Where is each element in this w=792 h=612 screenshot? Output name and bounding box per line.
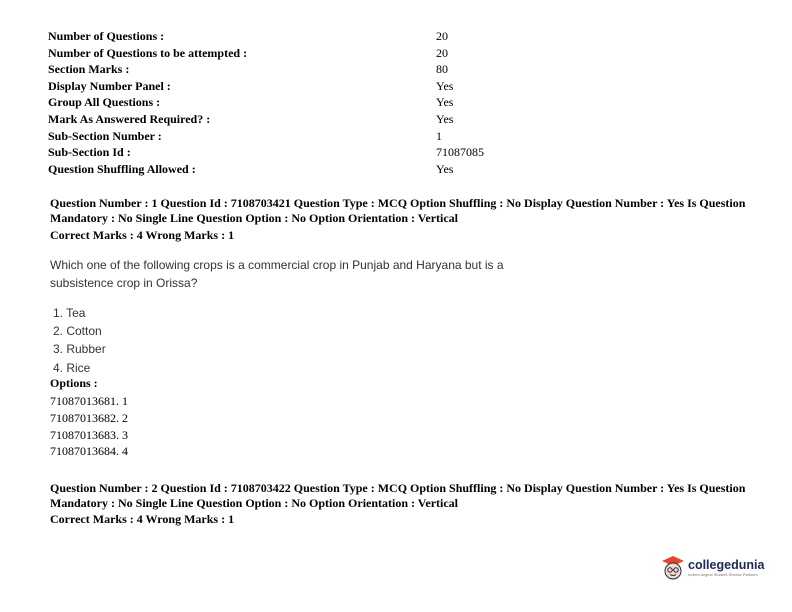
question-1-choices [53,304,106,377]
graduate-face-icon [661,555,685,581]
info-label: Section Marks : [48,62,130,77]
info-row [48,28,484,45]
info-value: 20 [436,45,448,60]
collegedunia-logo [661,555,764,581]
info-row [48,111,484,128]
choice-item: 2. Cotton [53,324,102,339]
question-2-marks: Correct Marks : 4 Wrong Marks : 1 [50,512,235,526]
info-row [48,161,484,178]
option-id: 71087013682. 2 [50,410,128,425]
option-id: 71087013683. 3 [50,427,128,442]
option-id: 71087013684. 4 [50,444,128,459]
section-info-table [48,28,484,177]
info-value: 71087085 [436,145,484,160]
info-value: 80 [436,62,448,77]
info-label: Number of Questions : [48,29,165,43]
choice-item: 4. Rice [53,360,91,375]
info-row [48,78,484,95]
info-value: Yes [436,161,454,176]
question-1-text: Which one of the following crops is a commercial crop in Punjab and Haryana but is a subsistence crop in Orissa? [50,258,504,290]
logo-name: collegedunia [688,557,765,572]
info-label: Display Number Panel : [48,78,171,93]
choice-item: 3. Rubber [53,342,106,357]
question-1-marks: Correct Marks : 4 Wrong Marks : 1 [50,228,235,242]
info-label: Mark As Answered Required? : [48,111,211,126]
info-label: Sub-Section Id : [48,145,131,160]
info-row [48,94,484,111]
option-id: 71087013681. 1 [50,394,128,408]
info-value: Yes [436,78,454,93]
info-value: 20 [436,29,448,43]
info-label: Number of Questions to be attempted : [48,45,248,60]
options-list [50,393,128,460]
info-row [48,144,484,161]
logo-tagline: India's largest Student Review Platform [688,571,758,577]
info-value: Yes [436,95,454,110]
info-value: Yes [436,111,454,126]
info-row [48,128,484,145]
options-label: Options : [50,376,98,390]
info-label: Group All Questions : [48,95,161,110]
question-1-header: Question Number : 1 Question Id : 7108703421 Question Type : MCQ Option Shuffling : No Display Question Number : Yes Is Question Mandatory : No Single Line Question Option : No Option Orientation : Vertical [50,196,746,225]
info-value: 1 [436,128,442,143]
info-row [48,45,484,62]
info-row [48,61,484,78]
question-2-header: Question Number : 2 Question Id : 7108703422 Question Type : MCQ Option Shuffling : No Display Question Number : Yes Is Question Mandatory : No Single Line Question Option : No Option Orientation : Vertical [50,481,746,510]
choice-item: 1. Tea [53,306,86,320]
info-label: Question Shuffling Allowed : [48,161,196,176]
info-label: Sub-Section Number : [48,128,162,143]
